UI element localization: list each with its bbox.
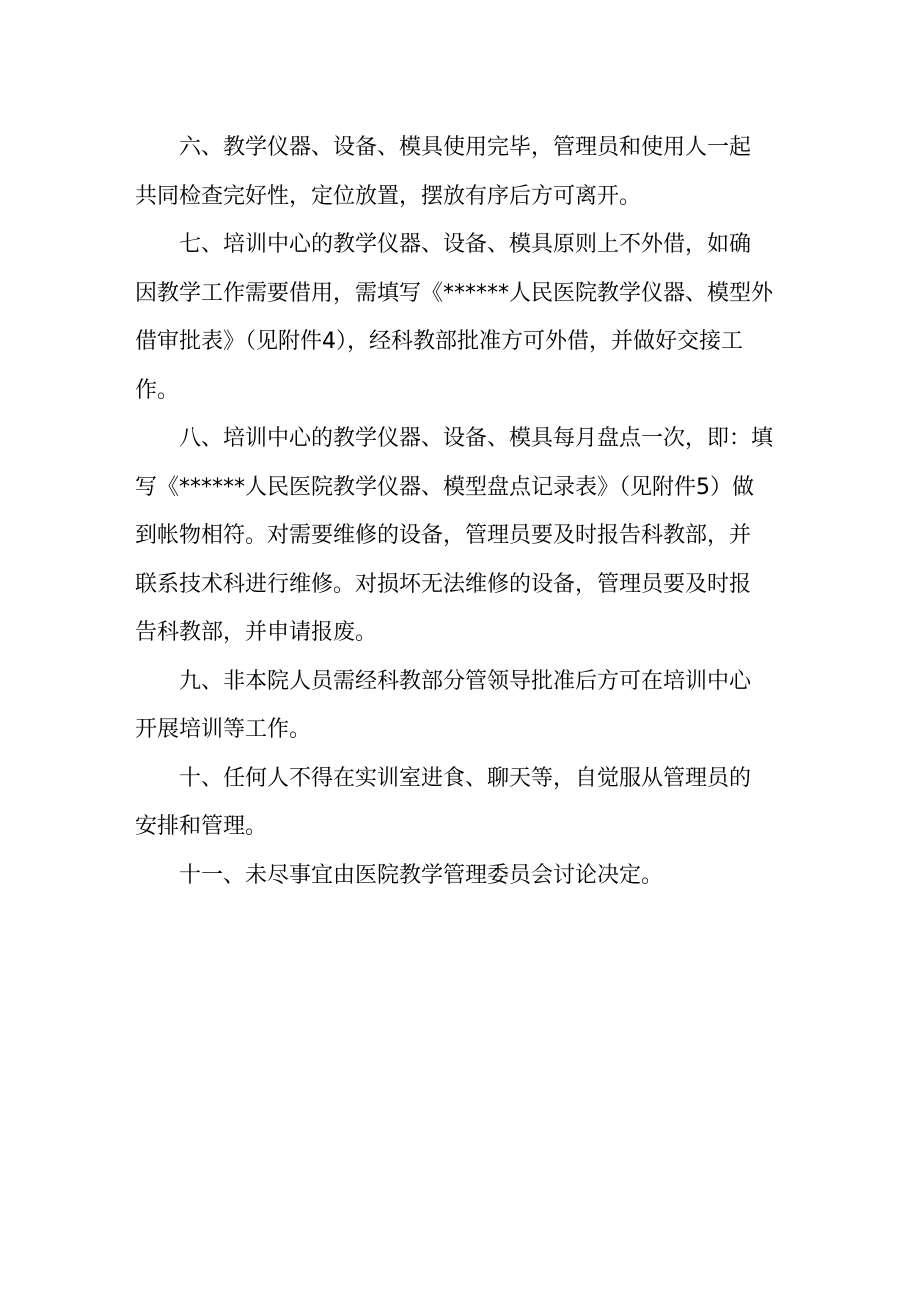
paragraph-6 [135,124,791,221]
paragraph-9 [135,658,791,755]
paragraph-8 [135,415,791,658]
paragraph-10 [135,755,791,852]
paragraph-line: 十、任何人不得在实训室进食、聊天等，自觉服从管理员的 [179,765,752,791]
paragraph-line: 联系技术科进行维修。对损坏无法维修的设备，管理员要及时报 [135,571,752,597]
paragraph-line: 安排和管理。 [135,814,268,839]
paragraph-line: 十一、未尽事宜由医院教学管理委员会讨论决定。 [179,862,664,888]
paragraph-line: 到帐物相符。对需要维修的设备，管理员要及时报告科教部，并 [135,523,752,548]
paragraph-line: 告科教部，并申请报废。 [135,620,378,645]
paragraph-line: 八、培训中心的教学仪器、设备、模具每月盘点一次，即：填 [179,426,774,451]
paragraph-line: 因教学工作需要借用，需填写《******人民医院教学仪器、模型外 [135,280,774,306]
paragraph-7 [135,221,791,415]
paragraph-11 [135,852,791,901]
paragraph-line: 共同检查完好性，定位放置，摆放有序后方可离开。 [135,183,642,209]
paragraph-line: 开展培训等工作。 [135,717,312,742]
paragraph-line: 写《******人民医院教学仪器、模型盘点记录表》（见附件5）做 [135,474,754,500]
document-body [135,124,791,900]
paragraph-line: 作。 [135,377,180,403]
paragraph-line: 七、培训中心的教学仪器、设备、模具原则上不外借，如确 [179,232,752,257]
paragraph-line: 六、教学仪器、设备、模具使用完毕，管理员和使用人一起 [179,135,752,160]
paragraph-line: 九、非本院人员需经科教部分管领导批准后方可在培训中心 [179,668,752,694]
paragraph-line: 借审批表》（见附件4），经科教部批准方可外借，并做好交接工 [135,329,743,354]
